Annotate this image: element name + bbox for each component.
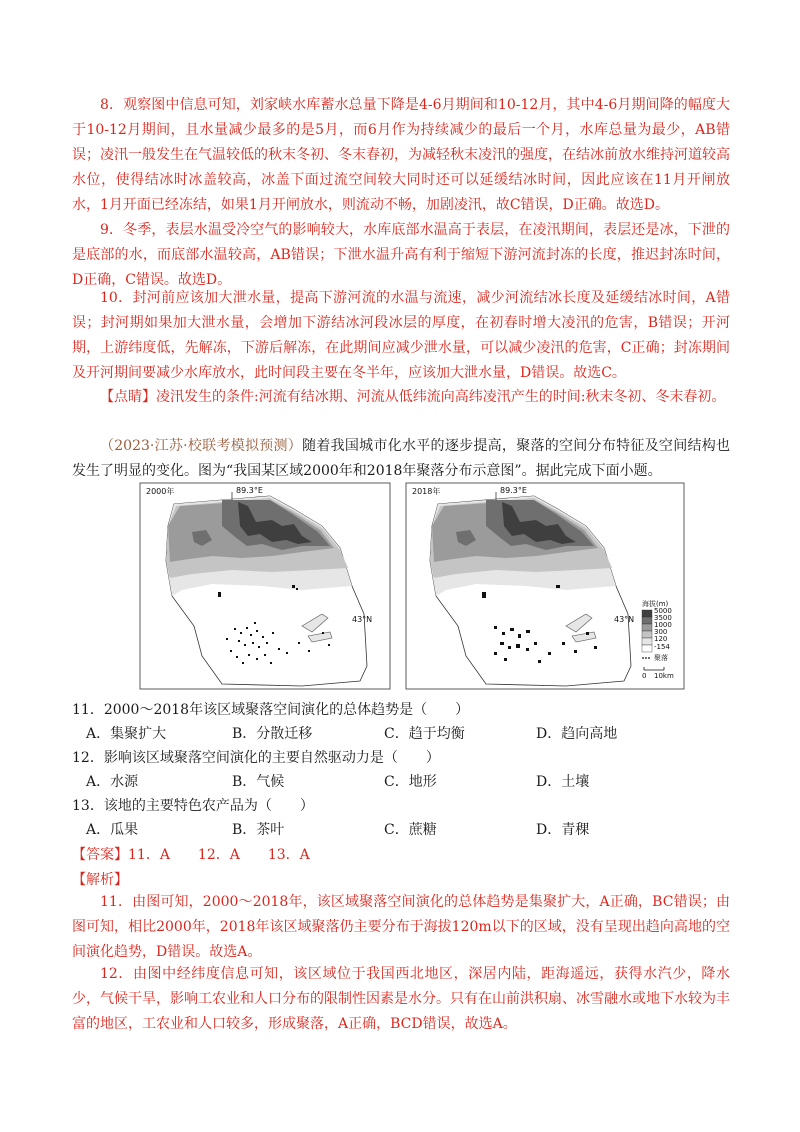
a11-explanation: 11．由图可知，2000～2018年，该区域聚落空间演化的总体趋势是集聚扩大，A正确，BC错误；由图可知，相比2000年，2018年该区域聚落仍主要分布于海拔120m以下的区域，没有呈现出趋向高地的空间演化趋势，D错误。故选A。 xyxy=(72,894,730,960)
map-2000-year: 2000年 xyxy=(146,487,175,496)
dianjing-text: 凌汛发生的条件:河流有结冰期、河流从低纬流向高纬凌汛产生的时间:秋末冬初、冬末春初。 xyxy=(156,389,726,405)
legend-level-5: 120 xyxy=(654,635,668,643)
q13-stem: 13．该地的主要特色农产品为（ ） xyxy=(72,798,314,814)
map-2000-lon: 89.3°E xyxy=(236,486,263,495)
q13-option-c: C．蔗糖 xyxy=(384,822,437,838)
intro-text: 随着我国城市化水平的逐步提高，聚落的空间分布特征及空间结构也发生了明显的变化。图为“我国某区域2000年和2018年聚落分布示意图”。据此完成下面小题。 xyxy=(72,438,731,479)
dianjing-tag: 【点睛】 xyxy=(100,389,156,405)
answer-line xyxy=(72,845,310,865)
map-2018-lat: 43°N xyxy=(614,615,635,624)
q11-stem: 11．2000～2018年该区域聚落空间演化的总体趋势是（ ） xyxy=(72,702,470,718)
q13-option-a: A．瓜果 xyxy=(86,822,139,838)
answer-tag: 【答案】 xyxy=(72,847,128,863)
q10-explanation: 10．封河前应该加大泄水量，提高下游河流的水温与流速，减少河流结冰长度及延缓结冰时间，A错误；封河期如果加大泄水量，会增加下游结冰河段冰层的厚度，在初春时增大凌汛的危害，B错误；开河期，上游纬度低，先解冻，下游后解冻，在此期间应减少泄水量，可以减少凌汛的危害，C正确；封冻期间及开河期间要减少水库放水，此时间段主要在冬半年，应该加大泄水量，D错误。故选C。 xyxy=(72,290,730,381)
scale-zero: 0 xyxy=(642,672,647,680)
q13-option-d: D．青稞 xyxy=(536,822,590,838)
map-2018-lon: 89.3°E xyxy=(500,486,527,495)
legend-title: 海拔(m) xyxy=(642,600,669,608)
a12-explanation: 12．由图中经纬度信息可知，该区域位于我国西北地区，深居内陆，距海遥远，获得水汽少，降水少，气候干旱，影响工农业和人口分布的限制性因素是水分。只有在山前洪积扇、冰雪融水或地下水较为丰富的地区，工农业和人口较多，形成聚落，A正确，BCD错误，故选A。 xyxy=(72,966,730,1032)
legend-level-6: -154 xyxy=(654,643,670,651)
question-intro xyxy=(72,434,730,484)
legend-settlement: 聚落 xyxy=(654,654,668,662)
analysis-tag: 【解析】 xyxy=(72,872,128,888)
legend-level-4: 300 xyxy=(654,628,668,636)
answer-text: 11．A 12．A 13．A xyxy=(128,847,310,863)
settlement-maps-figure xyxy=(138,482,686,692)
q12-option-d: D．土壤 xyxy=(536,774,590,790)
q11-option-b: B．分散迁移 xyxy=(232,726,313,742)
q11-option-c: C．趋于均衡 xyxy=(384,726,465,742)
map-2018-year: 2018年 xyxy=(412,487,441,496)
q11-option-a: A．集聚扩大 xyxy=(86,726,167,742)
dianjing-paragraph xyxy=(72,385,730,410)
q12-option-b: B．气候 xyxy=(232,774,285,790)
q13-option-b: B．茶叶 xyxy=(232,822,285,838)
legend-level-2: 3500 xyxy=(654,614,672,622)
legend-level-1: 5000 xyxy=(654,607,672,615)
q12-option-a: A．水源 xyxy=(86,774,139,790)
legend-level-3: 1000 xyxy=(654,621,672,629)
q12-option-c: C．地形 xyxy=(384,774,437,790)
q11-option-d: D．趋向高地 xyxy=(536,726,618,742)
q8-explanation: 8．观察图中信息可知，刘家峡水库蓄水总量下降是4-6月期间和10-12月，其中4-6月期间降的幅度大于10-12月期间，且水量减少最多的是5月，而6月作为持续减少的最后一个月，水库总量为最少，AB错误；凌汛一般发生在气温较低的秋末冬初、冬末春初，为减轻秋末凌汛的强度，在结冰前放水维持河道较高水位，使得结冰时冰盖较高，冰盖下面过流空间较大同时还可以延缓结冰时间，因此应该在11月开闸放水，1月开面已经冻结，如果1月开闸放水，则流动不畅，加剧凌汛，故C错误，D正确。故选D。 xyxy=(72,97,730,213)
q9-explanation: 9．冬季，表层水温受冷空气的影响较大，水库底部水温高于表层，在凌汛期间，表层还是冰，下泄的是底部的水，而底部水温较高，AB错误；下泄水温升高有利于缩短下游河流封冻的长度，推迟封冻时间，D正确，C错误。故选D。 xyxy=(72,222,730,288)
q12-stem: 12．影响该区域聚落空间演化的主要自然驱动力是（ ） xyxy=(72,750,440,766)
source-tag: （2023·江苏·校联考模拟预测） xyxy=(100,438,303,454)
scale-label: 10km xyxy=(654,672,674,680)
map-2000-lat: 43°N xyxy=(352,615,373,624)
